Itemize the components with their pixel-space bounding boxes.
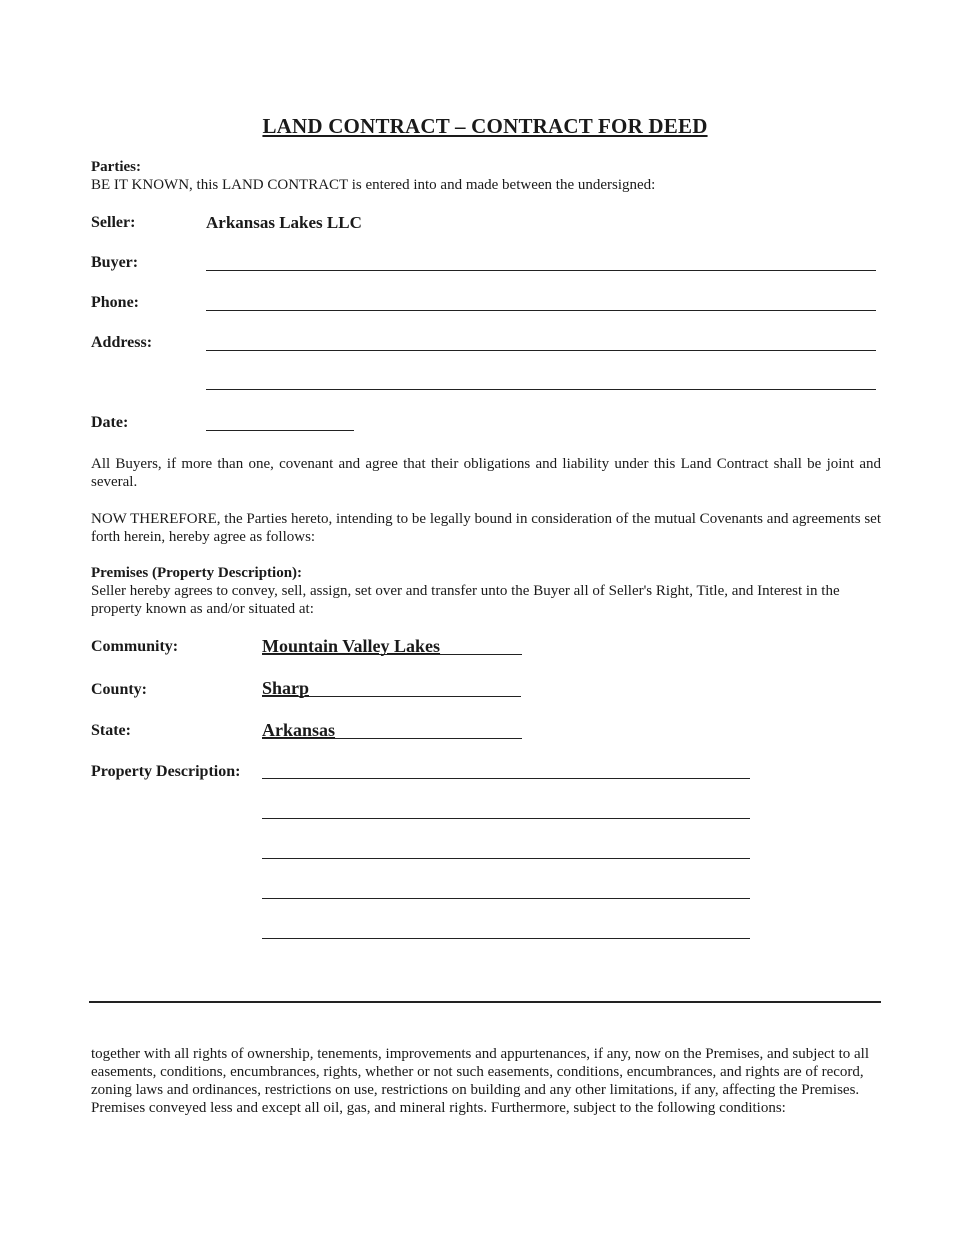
county-label: County: xyxy=(91,681,148,698)
address-field-line-1[interactable] xyxy=(206,350,876,351)
buyers-paragraph: All Buyers, if more than one, covenant and agree that their obligations and liability under this Land Contract shall be joint and several. xyxy=(91,456,881,490)
phone-field[interactable] xyxy=(206,310,876,311)
property-description-label: Property Description: xyxy=(91,763,241,780)
address-label: Address: xyxy=(91,334,153,351)
premises-text: Seller hereby agrees to convey, sell, assign, set over and transfer unto the Buyer all of Seller's Right, Title, and Interest in the property known as and/or situated at: xyxy=(91,583,840,617)
section-divider xyxy=(89,1001,881,1003)
property-description-line-2[interactable] xyxy=(262,818,750,819)
parties-intro: BE IT KNOWN, this LAND CONTRACT is entered into and made between the undersigned: xyxy=(91,177,656,193)
property-description-line-5[interactable] xyxy=(262,938,750,939)
parties-heading: Parties: xyxy=(91,159,141,175)
address-field-line-2[interactable] xyxy=(206,389,876,390)
buyer-field[interactable] xyxy=(206,270,876,271)
state-value: Arkansas xyxy=(262,720,336,740)
county-value: Sharp xyxy=(262,678,310,698)
document-title: LAND CONTRACT – CONTRACT FOR DEED xyxy=(262,114,708,138)
date-field[interactable] xyxy=(206,430,354,431)
seller-value: Arkansas Lakes LLC xyxy=(206,213,362,232)
state-label: State: xyxy=(91,722,131,739)
now-therefore-paragraph: NOW THEREFORE, the Parties hereto, intending to be legally bound in consideration of the mutual Covenants and agreements set forth herein, hereby agree as follows: xyxy=(91,511,881,545)
buyer-label: Buyer: xyxy=(91,254,139,271)
conditions-paragraph: together with all rights of ownership, tenements, improvements and appurtenances, if any, now on the Premises, and subject to all easements, conditions, encumbrances, rights, whether or not such easements, conditions, encumbrances, and rights are of record, zoning laws and ordinances, restrictions on use, restrictions on building and any other limitations, if any, affecting the Premises. Premises conveyed less and except all oil, gas, and mineral rights. Furthermore, subject to the following conditions: xyxy=(91,1046,870,1116)
seller-label: Seller: xyxy=(91,214,136,231)
community-label: Community: xyxy=(91,638,179,655)
date-label: Date: xyxy=(91,414,129,431)
property-description-line-3[interactable] xyxy=(262,858,750,859)
property-description-line-1[interactable] xyxy=(262,778,750,779)
phone-label: Phone: xyxy=(91,294,139,311)
property-description-line-4[interactable] xyxy=(262,898,750,899)
community-value: Mountain Valley Lakes xyxy=(262,636,441,656)
premises-heading: Premises (Property Description): xyxy=(91,565,303,581)
